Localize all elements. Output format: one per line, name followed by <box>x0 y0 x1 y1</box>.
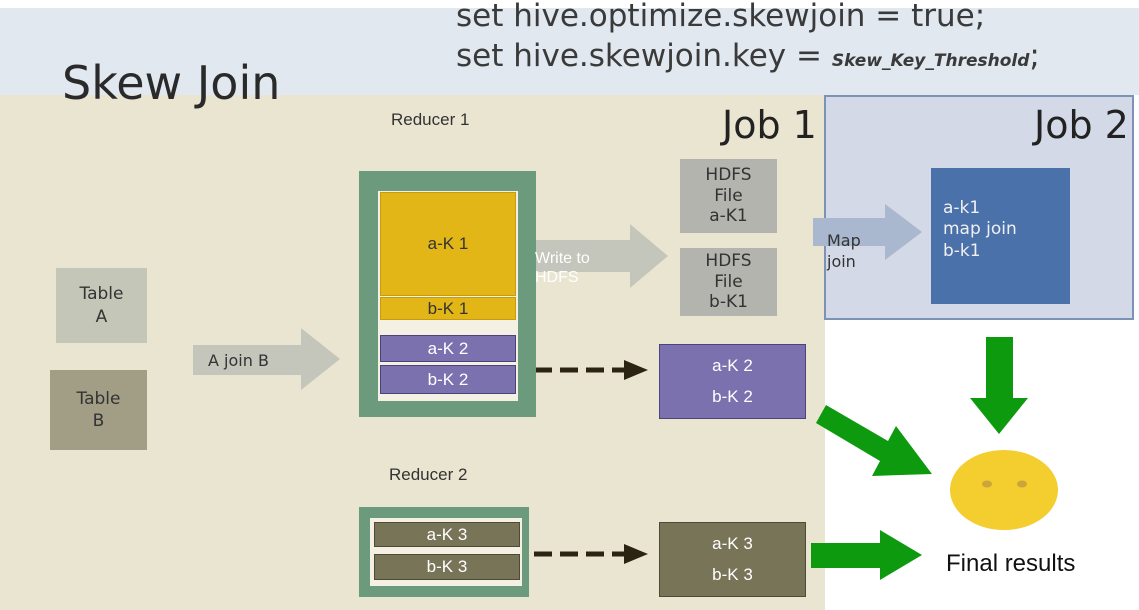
hdfs-file-1-label: HDFS File a-K1 <box>705 165 752 227</box>
table-a <box>56 268 147 343</box>
smiley-eye-right <box>1017 481 1027 488</box>
green-arrow-diagonal <box>816 405 932 476</box>
block-a-k2 <box>380 335 516 362</box>
reducer1-title: Reducer 1 <box>391 110 470 129</box>
result-smiley <box>950 450 1058 530</box>
job1-label: Job 1 <box>722 103 817 147</box>
block-b-k3-label: b-K 3 <box>426 557 468 576</box>
map-join-label: Map join <box>827 231 861 271</box>
config-line-1: set hive.optimize.skewjoin = true; <box>456 0 986 34</box>
table-b-label: Table B <box>76 388 121 431</box>
block-a-k1-label: a-K 1 <box>427 234 469 253</box>
dashed-arrowhead-k3 <box>624 544 648 564</box>
block-a-k3 <box>374 522 520 547</box>
block-b-k3 <box>374 554 520 580</box>
green-arrow-down <box>970 337 1028 434</box>
config-line-2-prefix: set hive.skewjoin.key = <box>456 38 832 74</box>
block-a-k1 <box>380 192 516 296</box>
hdfs-file-1 <box>680 159 777 233</box>
final-results-label: Final results <box>946 550 1076 577</box>
output-k2-box <box>659 344 806 419</box>
config-line-2-param: Skew_Key_Threshold <box>831 51 1030 71</box>
output-k3-label: a-K 3 b-K 3 <box>712 533 753 584</box>
block-a-k3-label: a-K 3 <box>426 524 468 544</box>
block-b-k1-label: b-K 1 <box>427 298 469 318</box>
block-b-k2 <box>380 365 516 394</box>
config-line-2-suffix: ; <box>1029 38 1040 74</box>
dashed-arrowhead-k2 <box>624 360 648 380</box>
smiley-eye-left <box>982 481 992 488</box>
job2-map-join-text: a-k1 map join b-k1 <box>943 198 1017 261</box>
table-a-label: Table A <box>79 284 124 327</box>
page-title: Skew Join <box>62 56 281 110</box>
join-label: A join B <box>208 351 269 370</box>
job2-label: Job 2 <box>1034 103 1129 147</box>
reducer2-title: Reducer 2 <box>389 465 468 484</box>
output-k3-box <box>659 522 806 597</box>
write-label: Write to HDFS <box>535 250 590 287</box>
hdfs-file-2-label: HDFS File b-K1 <box>705 251 752 313</box>
block-b-k1 <box>380 297 516 320</box>
green-arrow-right <box>811 530 922 580</box>
output-k2-label: a-K 2 b-K 2 <box>712 355 753 406</box>
table-b <box>50 370 147 450</box>
block-a-k2-label: a-K 2 <box>427 338 469 358</box>
job2-map-join-box <box>931 168 1070 304</box>
block-b-k2-label: b-K 2 <box>427 369 469 389</box>
hdfs-file-2 <box>680 248 777 316</box>
